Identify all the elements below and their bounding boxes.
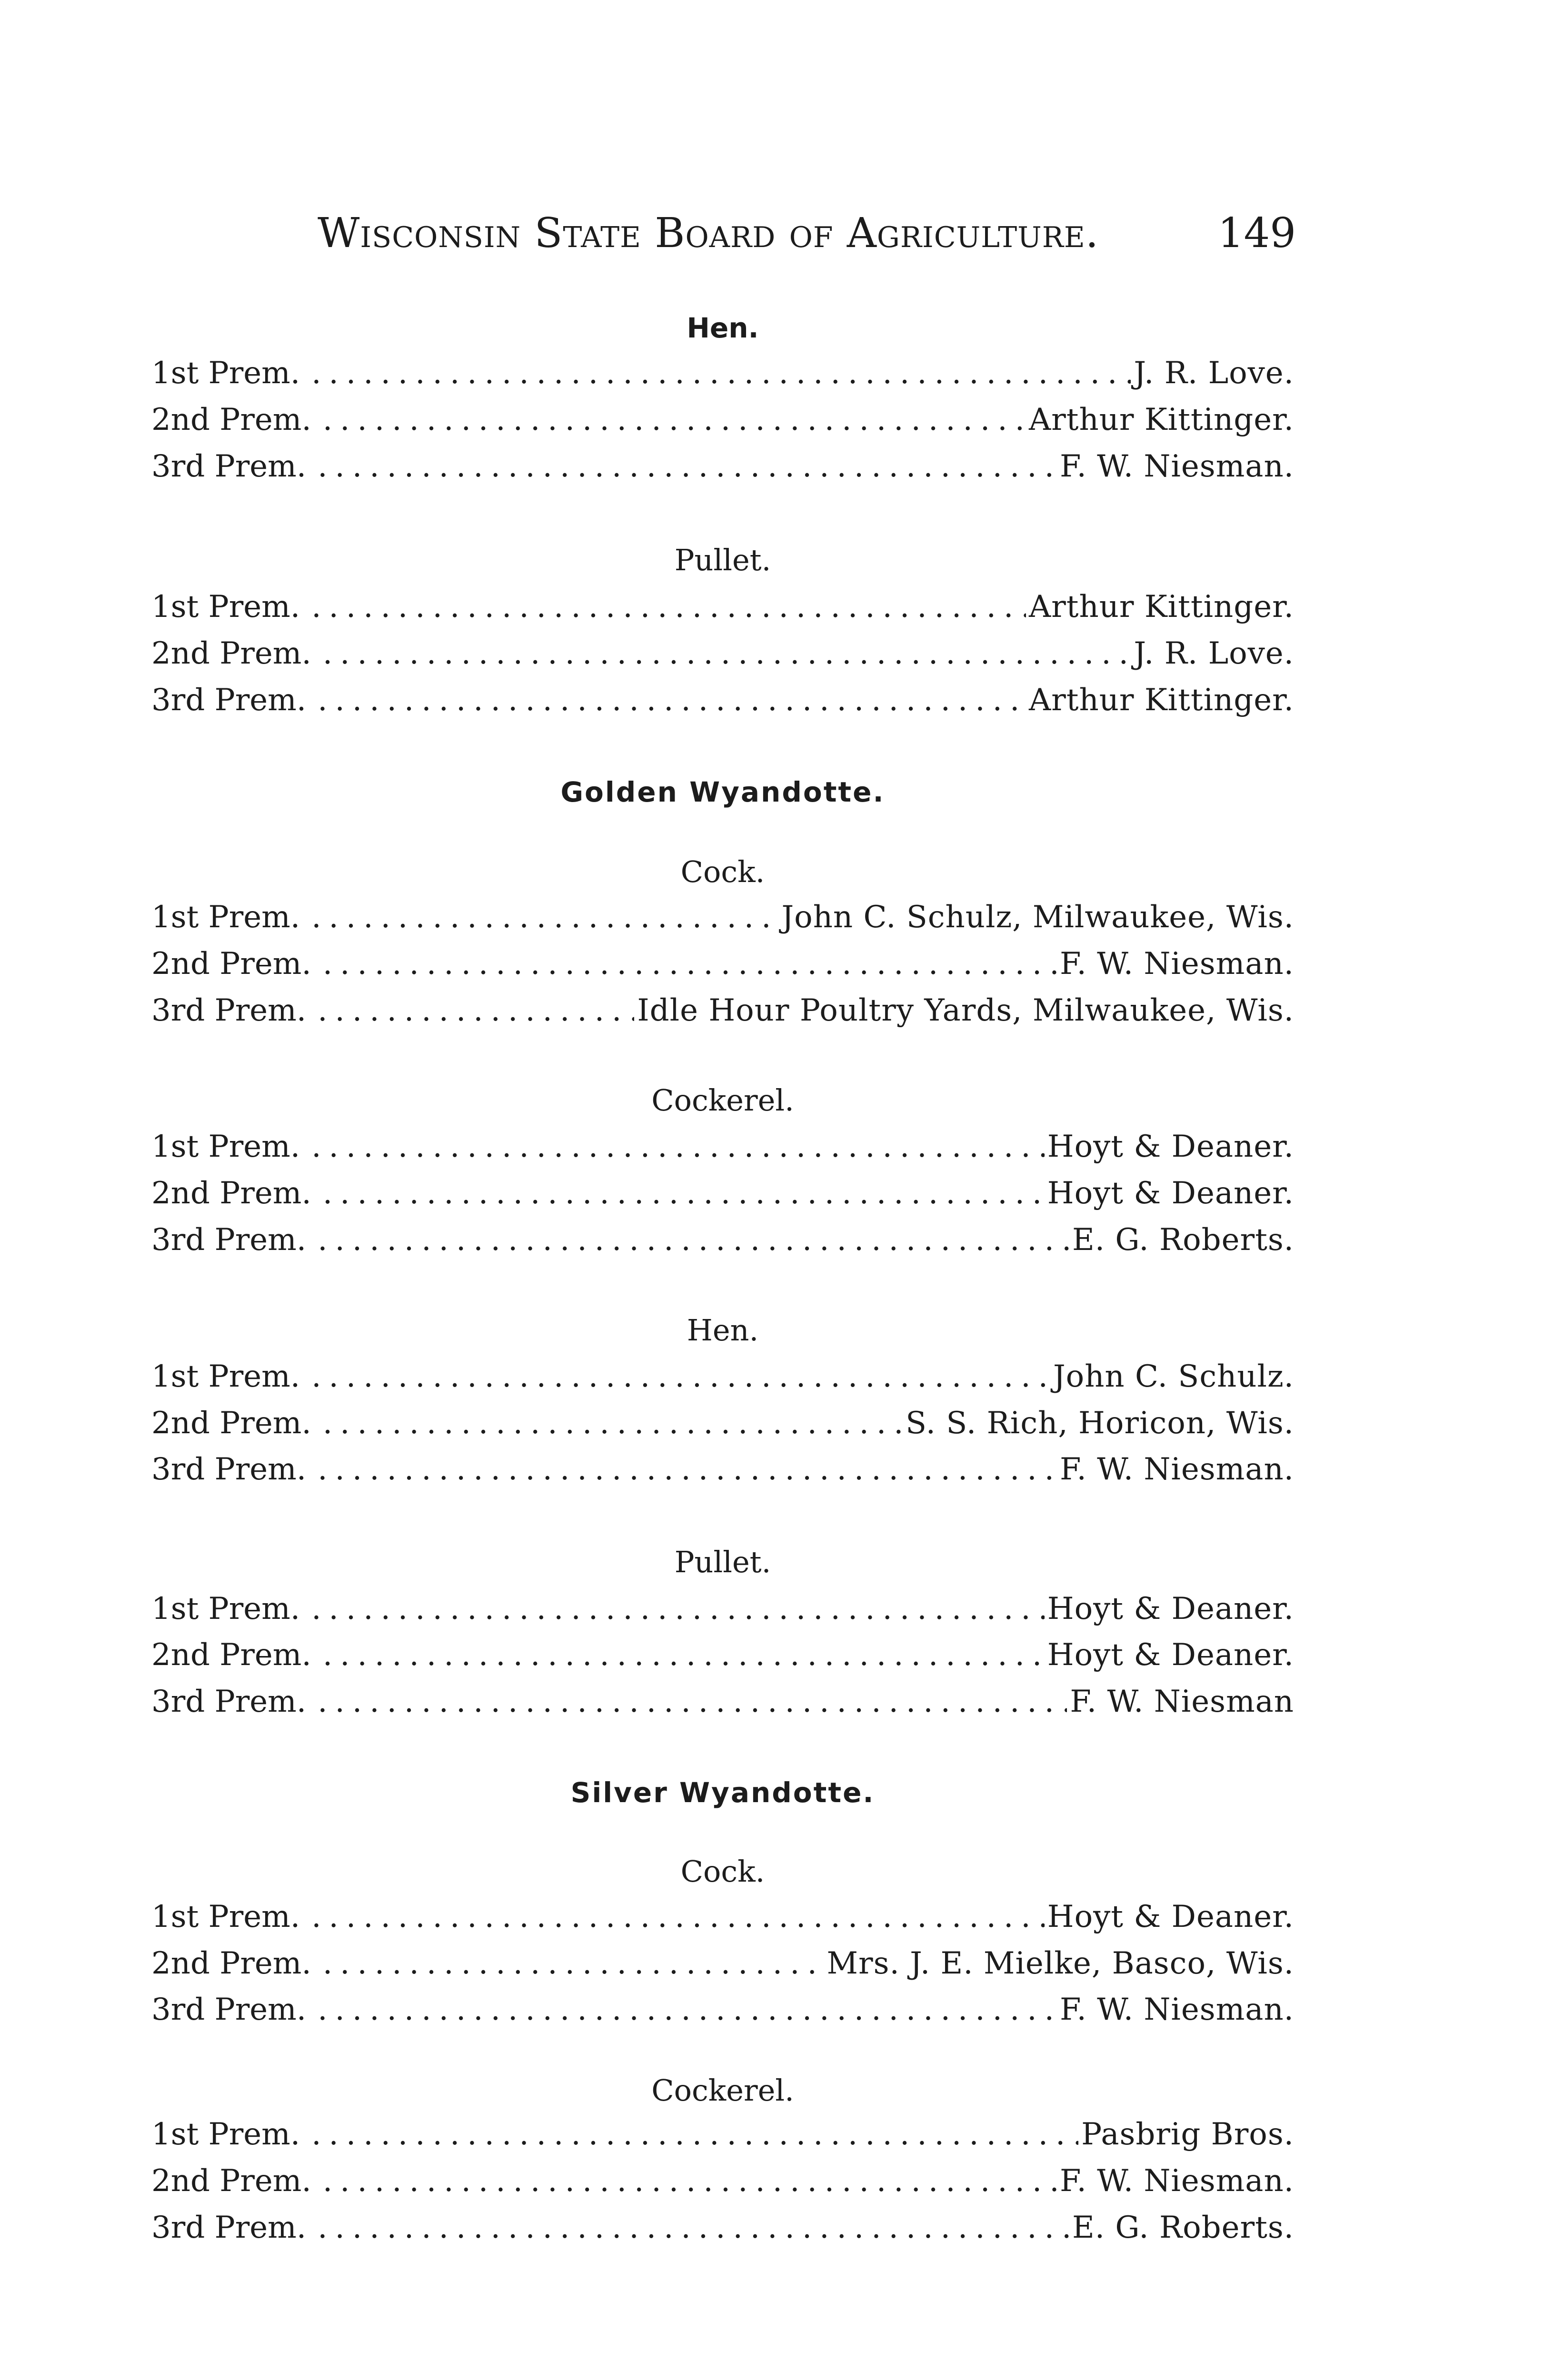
award-place: 3rd Prem. xyxy=(151,683,307,718)
award-winner: Arthur Kittinger. xyxy=(1028,589,1294,625)
award-entry xyxy=(151,1176,1294,1221)
dot-leader xyxy=(318,2210,1069,2245)
award-entry xyxy=(151,683,1294,728)
dot-leader xyxy=(311,1899,1045,1934)
award-entry xyxy=(151,2117,1294,2162)
award-entry xyxy=(151,1992,1294,2038)
dot-leader xyxy=(323,402,1026,437)
award-place: 3rd Prem. xyxy=(151,1222,307,1258)
award-place: 2nd Prem. xyxy=(151,1637,311,1673)
award-place: 1st Prem. xyxy=(151,356,300,391)
class-heading: Cock. xyxy=(680,1854,765,1889)
class-heading: Cockerel. xyxy=(651,1083,794,1118)
dot-leader xyxy=(318,1992,1057,2027)
class-heading: Pullet. xyxy=(674,543,771,577)
award-place: 3rd Prem. xyxy=(151,993,307,1028)
award-entry xyxy=(151,946,1294,992)
award-winner: John C. Schulz, Milwaukee, Wis. xyxy=(781,900,1294,935)
dot-leader xyxy=(311,900,778,935)
award-place: 1st Prem. xyxy=(151,2117,300,2152)
award-entry xyxy=(151,1637,1294,1683)
award-winner: Hoyt & Deaner. xyxy=(1047,1591,1294,1626)
dot-leader xyxy=(318,683,1026,718)
award-winner: F. W. Niesman. xyxy=(1060,946,1294,982)
award-entry xyxy=(151,1406,1294,1451)
award-entry xyxy=(151,1359,1294,1405)
award-winner: Hoyt & Deaner. xyxy=(1047,1899,1294,1934)
dot-leader xyxy=(323,1637,1045,1673)
award-winner: Arthur Kittinger. xyxy=(1028,402,1294,437)
award-entry xyxy=(151,1222,1294,1268)
award-place: 1st Prem. xyxy=(151,1591,300,1626)
award-entry xyxy=(151,589,1294,635)
award-entry xyxy=(151,402,1294,448)
dot-leader xyxy=(311,356,1131,391)
award-place: 3rd Prem. xyxy=(151,449,307,484)
award-place: 2nd Prem. xyxy=(151,402,311,437)
award-entry xyxy=(151,1129,1294,1175)
section-title: Silver Wyandotte. xyxy=(570,1776,875,1809)
dot-leader xyxy=(318,1222,1069,1258)
award-winner: J. R. Love. xyxy=(1134,356,1294,391)
award-place: 2nd Prem. xyxy=(151,946,311,982)
page-header xyxy=(318,209,1296,271)
dot-leader xyxy=(323,946,1057,982)
award-entry xyxy=(151,1684,1294,1730)
dot-leader xyxy=(323,1946,824,1981)
award-winner: E. G. Roberts. xyxy=(1072,1222,1294,1258)
award-entry xyxy=(151,1946,1294,1992)
award-winner: F. W. Niesman. xyxy=(1060,1452,1294,1487)
award-winner: Idle Hour Poultry Yards, Milwaukee, Wis. xyxy=(637,993,1294,1028)
award-entry xyxy=(151,449,1294,495)
award-winner: F. W. Niesman. xyxy=(1060,449,1294,484)
award-winner: Hoyt & Deaner. xyxy=(1047,1637,1294,1673)
award-entry xyxy=(151,993,1294,1039)
dot-leader xyxy=(323,2163,1057,2199)
dot-leader xyxy=(323,1176,1045,1211)
award-entry xyxy=(151,1899,1294,1945)
award-entry xyxy=(151,2163,1294,2209)
award-place: 3rd Prem. xyxy=(151,1992,307,2027)
award-entry xyxy=(151,900,1294,945)
award-place: 3rd Prem. xyxy=(151,1684,307,1719)
dot-leader xyxy=(311,589,1026,625)
class-heading: Cockerel. xyxy=(651,2073,794,2108)
class-heading: Pullet. xyxy=(674,1545,771,1579)
award-winner: F. W. Niesman xyxy=(1070,1684,1294,1719)
class-heading: Hen. xyxy=(687,1313,759,1348)
dot-leader xyxy=(323,1406,903,1441)
award-place: 1st Prem. xyxy=(151,1359,300,1394)
award-winner: F. W. Niesman. xyxy=(1060,1992,1294,2027)
award-winner: John C. Schulz. xyxy=(1053,1359,1294,1394)
award-place: 1st Prem. xyxy=(151,589,300,625)
dot-leader xyxy=(318,993,634,1028)
award-entry xyxy=(151,1452,1294,1497)
running-title: Wisconsin State Board of Agriculture. xyxy=(318,209,1099,257)
award-entry xyxy=(151,356,1294,401)
award-winner: Hoyt & Deaner. xyxy=(1047,1129,1294,1164)
award-entry xyxy=(151,636,1294,682)
award-place: 3rd Prem. xyxy=(151,1452,307,1487)
dot-leader xyxy=(311,2117,1078,2152)
award-winner: Hoyt & Deaner. xyxy=(1047,1176,1294,1211)
dot-leader xyxy=(318,1684,1067,1719)
award-place: 2nd Prem. xyxy=(151,636,311,671)
award-winner: Pasbrig Bros. xyxy=(1081,2117,1294,2152)
class-heading: Hen. xyxy=(687,312,759,344)
dot-leader xyxy=(311,1591,1045,1626)
award-place: 2nd Prem. xyxy=(151,1946,311,1981)
page-number: 149 xyxy=(1217,209,1296,257)
award-place: 1st Prem. xyxy=(151,1899,300,1934)
award-entry xyxy=(151,2210,1294,2256)
award-place: 1st Prem. xyxy=(151,1129,300,1164)
award-place: 2nd Prem. xyxy=(151,1176,311,1211)
section-title: Golden Wyandotte. xyxy=(560,776,885,808)
award-place: 2nd Prem. xyxy=(151,2163,311,2199)
award-winner: Mrs. J. E. Mielke, Basco, Wis. xyxy=(827,1946,1294,1981)
dot-leader xyxy=(311,1359,1050,1394)
dot-leader xyxy=(323,636,1131,671)
award-place: 2nd Prem. xyxy=(151,1406,311,1441)
award-place: 3rd Prem. xyxy=(151,2210,307,2245)
dot-leader xyxy=(318,449,1057,484)
award-place: 1st Prem. xyxy=(151,900,300,935)
award-winner: S. S. Rich, Horicon, Wis. xyxy=(906,1406,1294,1441)
award-winner: J. R. Love. xyxy=(1134,636,1294,671)
award-entry xyxy=(151,1591,1294,1637)
dot-leader xyxy=(311,1129,1045,1164)
award-winner: E. G. Roberts. xyxy=(1072,2210,1294,2245)
dot-leader xyxy=(318,1452,1057,1487)
award-winner: F. W. Niesman. xyxy=(1060,2163,1294,2199)
class-heading: Cock. xyxy=(680,854,765,889)
award-winner: Arthur Kittinger. xyxy=(1028,683,1294,718)
